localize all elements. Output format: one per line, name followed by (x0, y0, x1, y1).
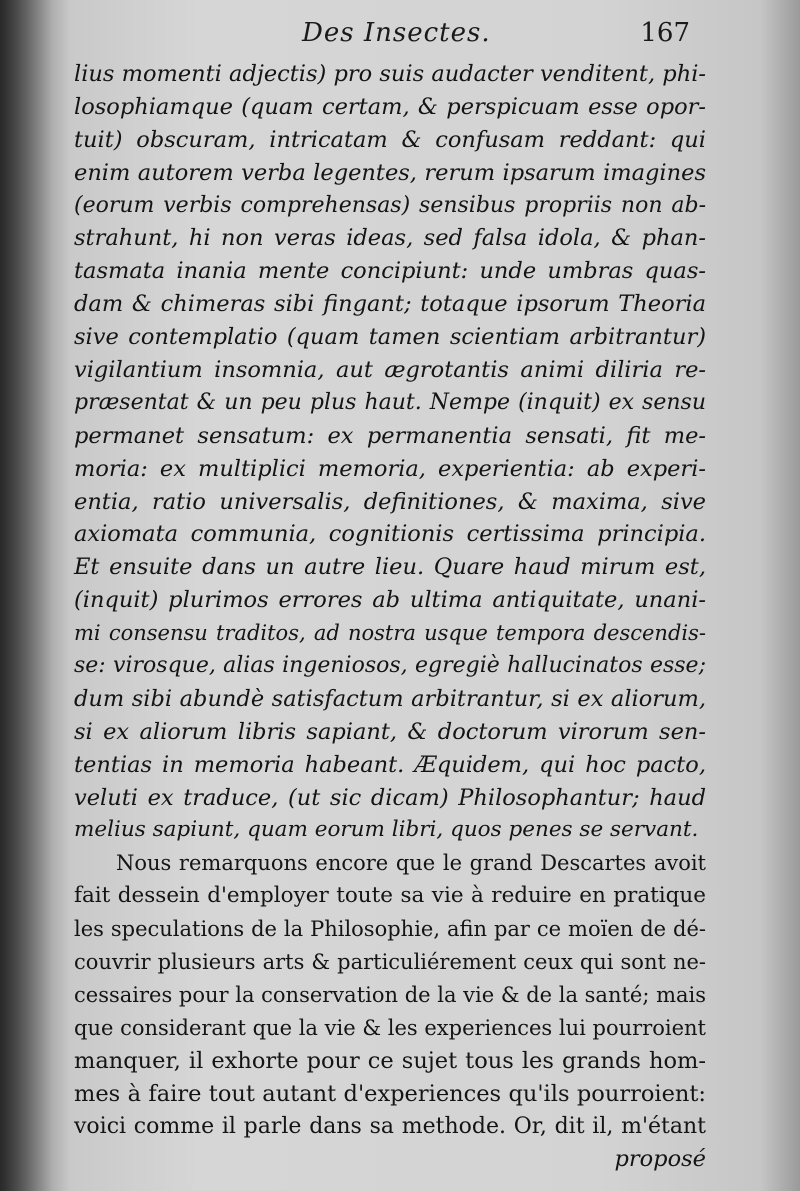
text-line: tuit) obscuram, intricatam & confusam reddant: qui (74, 126, 706, 153)
text-line: se: virosque, alias ingeniosos, egregiè hallucinatos esse; (74, 653, 706, 679)
text-line: dam & chimeras sibi fingant; totaque ipsorum Theoria (74, 291, 706, 318)
text-line: melius sapiunt, quam eorum libri, quos penes se servant. (74, 817, 699, 843)
text-line: strahunt, hi non veras ideas, sed falsa idola, & phan- (74, 225, 706, 252)
text-line: moria: ex multiplici memoria, experientia: ab experi- (74, 455, 706, 482)
text-line: les speculations de la Philosophie, afin par ce moïen de dé- (74, 917, 706, 942)
running-head (300, 14, 700, 54)
text-line: losophiamque (quam certam, & perspicuam esse opor- (74, 93, 706, 120)
text-line: mi consensu traditos, ad nostra usque tempora descendis- (74, 621, 706, 646)
text-line: tasmata inania mente concipiunt: unde umbras quas- (74, 258, 706, 285)
text-line: que considerant que la vie & les experiences lui pourroient (74, 1015, 706, 1040)
text-line: lius momenti adjectis) pro suis audacter venditent, phi- (74, 61, 706, 87)
text-line: axiomata communia, cognitionis certissima principia. (74, 521, 706, 548)
text-block (74, 58, 706, 1176)
text-line: permanet sensatum: ex permanentia sensati, fit me- (74, 422, 706, 449)
running-title: Des Insectes. (302, 18, 491, 48)
catchword: proposé (614, 1146, 706, 1173)
text-line: couvrir plusieurs arts & particuliérement ceux qui sont ne- (74, 950, 706, 975)
text-line: veluti ex traduce, (ut sic dicam) Philosophantur; haud (74, 784, 706, 811)
text-line: fait dessein d'employer toute sa vie à reduire en pratique (74, 883, 706, 909)
text-line: (eorum verbis comprehensas) sensibus propriis non ab- (74, 192, 706, 218)
text-line: tentias in memoria habeant. Æquidem, qui hoc pacto, (74, 751, 706, 778)
text-line: (inquit) plurimos errores ab ultima antiquitate, unani- (74, 587, 706, 614)
text-line: vigilantium insomnia, aut ægrotantis animi diliria re- (74, 357, 706, 384)
text-line: enim autorem verba legentes, rerum ipsarum imagines (74, 159, 706, 186)
text-line: cessaires pour la conservation de la vie & de la santé; mais (74, 982, 707, 1007)
text-line: voici comme il parle dans sa methode. Or, dit il, m'étant (74, 1113, 706, 1139)
text-line: Et ensuite dans un autre lieu. Quare haud mirum est, (74, 554, 706, 581)
text-line: manquer, il exhorte pour ce sujet tous les grands hom- (74, 1047, 706, 1074)
text-line: præsentat & un peu plus haut. Nempe (inquit) ex sensu (74, 389, 706, 415)
text-line: Nous remarquons encore que le grand Descartes avoit (116, 851, 706, 876)
text-line: dum sibi abundè satisfactum arbitrantur, si ex aliorum, (74, 685, 706, 712)
text-line: sive contemplatio (quam tamen scientiam arbitrantur) (74, 324, 706, 351)
text-line: mes à faire tout autant d'experiences qu'ils pourroient: (74, 1080, 706, 1107)
text-line: entia, ratio universalis, definitiones, & maxima, sive (74, 488, 706, 515)
page-number: 167 (640, 18, 690, 48)
text-line: si ex aliorum libris sapiant, & doctorum virorum sen- (74, 718, 706, 745)
